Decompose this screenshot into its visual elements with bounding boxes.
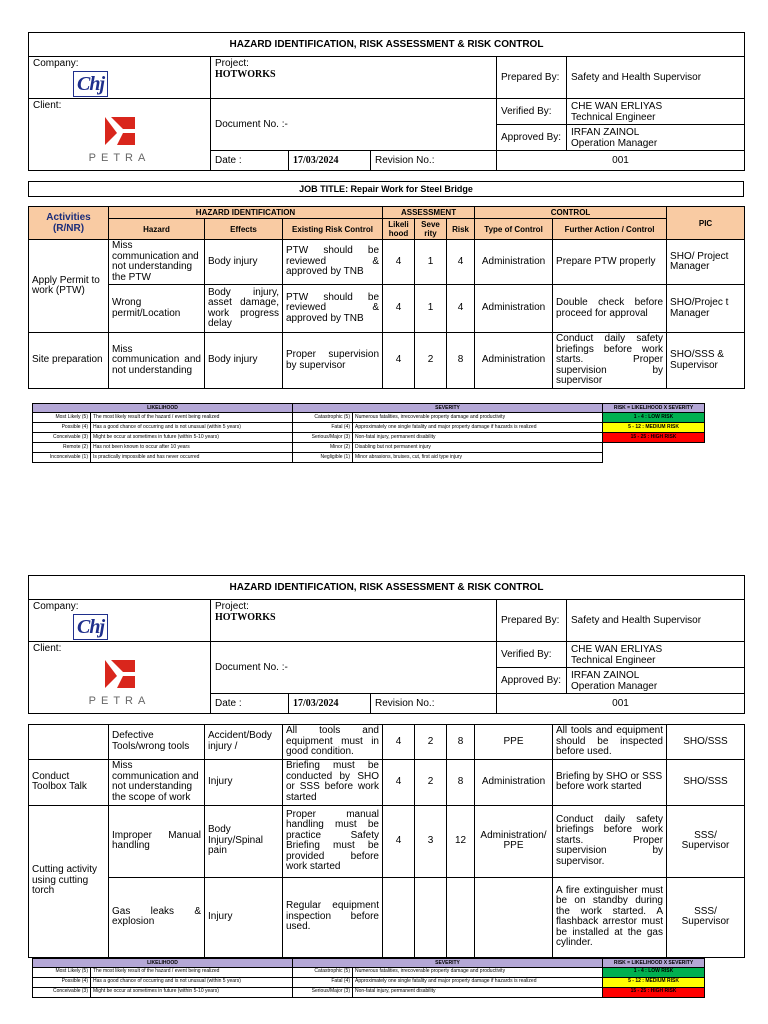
header-likelihood: Likeli hood [383,219,415,240]
existing-control-cell: PTW should be reviewed & approved by TNB [283,285,383,333]
likelihood-level: Conceivable (3) [33,433,91,443]
likelihood-desc: The most likely result of the hazard / event being realized [91,967,293,977]
table-row [29,240,745,285]
severity-level: Fatal (4) [293,977,353,987]
risk-medium-badge: 5 - 12 : MEDIUM RISK [603,423,705,433]
project-cell [211,600,497,642]
prepared-label: Prepared By: [497,57,567,99]
verified-name: CHE WAN ERLIYAS [571,643,663,655]
further-action-cell: Conduct daily safety briefings before work starts. Proper supervision by supervisor [553,333,667,389]
date-label: Date : [211,694,289,714]
severity-desc: Non-fatal injury, permanent disability [353,987,603,997]
page-1 [28,32,744,463]
further-action-cell: Briefing by SHO or SSS before work started [553,759,667,805]
verified-value [567,99,745,125]
risk-cell: 4 [447,285,475,333]
approved-role: Operation Manager [571,137,658,149]
approved-name: IRFAN ZAINOL [571,126,640,138]
legend-risk-header: RISK = LIKELIHOOD X SEVERITY [603,404,705,413]
activity-cell [29,725,109,760]
existing-control-cell: All tools and equipment must in good condition. [283,725,383,760]
prepared-value: Safety and Health Supervisor [567,600,745,642]
further-action-cell: Conduct daily safety briefings before work starts. Proper supervision by supervisor. [553,805,667,877]
date-value: 17/03/2024 [289,694,371,714]
existing-control-cell: Proper supervision by supervisor [283,333,383,389]
severity-desc: Numerous fatalities, irrecoverable property damage and productivity [353,967,603,977]
severity-desc: Minor abrasions, bruises, cut, first aid type injury [353,453,603,463]
likelihood-level: Possible (4) [33,423,91,433]
approved-name: IRFAN ZAINOL [571,669,640,681]
risk-low-badge: 1 - 4 : LOW RISK [603,967,705,977]
page-2 [28,575,744,998]
company-label: Company: [33,58,79,69]
likelihood-desc: Has a good chance of occurring and is not unusual (within 5 years) [91,423,293,433]
client-logo-text: PETRA [88,695,151,707]
header-pic: PIC [667,207,745,240]
date-label: Date : [211,151,289,171]
risk-medium-badge: 5 - 12 : MEDIUM RISK [603,977,705,987]
header-type-of-control: Type of Control [475,219,553,240]
header-activities: Activities (R/NR) [29,207,109,240]
risk-cell: 12 [447,805,475,877]
hazard-cell: Miss communication and not understanding [109,333,205,389]
verified-label: Verified By: [497,99,567,125]
date-value: 17/03/2024 [289,151,371,171]
severity-cell: 3 [415,805,447,877]
table-row [29,759,745,805]
approved-value [567,668,745,694]
severity-cell: 2 [415,725,447,760]
risk-high-badge: 15 - 25 : HIGH RISK [603,987,705,997]
legend-risk-header: RISK = LIKELIHOOD X SEVERITY [603,958,705,967]
likelihood-cell: 4 [383,725,415,760]
type-of-control-cell: Administration [475,333,553,389]
likelihood-level: Possible (4) [33,977,91,987]
likelihood-cell: 4 [383,805,415,877]
revision-label: Revision No.: [371,694,497,714]
risk-cell: 8 [447,725,475,760]
severity-cell: 2 [415,333,447,389]
severity-desc: Disabling but not permanent injury [353,443,603,453]
severity-desc: Non-fatal injury, permanent disability [353,433,603,443]
severity-cell: 1 [415,285,447,333]
table-row [29,285,745,333]
likelihood-cell: 4 [383,285,415,333]
likelihood-desc: Might be occur at sometimes in future (within 5-10 years) [91,433,293,443]
risk-legend-page-2 [32,958,705,998]
verified-role: Technical Engineer [571,654,656,666]
likelihood-level: Most Likely (5) [33,967,91,977]
pic-cell: SHO/ Project Manager [667,240,745,285]
legend-severity-header: SEVERITY [293,958,603,967]
document-title: HAZARD IDENTIFICATION, RISK ASSESSMENT & RISK CONTROL [29,33,745,57]
pic-cell: SHO/SSS [667,759,745,805]
verified-value [567,642,745,668]
approved-label: Approved By: [497,668,567,694]
type-of-control-cell: Administration [475,240,553,285]
risk-cell: 8 [447,759,475,805]
effects-cell: Body injury, asset damage, work progress delay [205,285,283,333]
likelihood-desc: The most likely result of the hazard / event being realized [91,413,293,423]
severity-level: Catastrophic (5) [293,413,353,423]
likelihood-cell: 4 [383,759,415,805]
risk-legend-page-1 [32,403,705,463]
type-of-control-cell: PPE [475,725,553,760]
severity-cell: 1 [415,240,447,285]
severity-level: Negligible (1) [293,453,353,463]
project-label: Project: [215,601,249,612]
likelihood-level: Most Likely (5) [33,413,91,423]
risk-cell [447,877,475,957]
header-existing-control: Existing Risk Control [283,219,383,240]
legend-likelihood-header: LIKELIHOOD [33,958,293,967]
effects-cell: Body injury [205,333,283,389]
approved-label: Approved By: [497,125,567,151]
document-header [28,32,745,171]
hazard-cell: Improper Manual handling [109,805,205,877]
risk-table-page-1 [28,206,745,389]
hazard-cell: Miss communication and not understanding the scope of work [109,759,205,805]
petra-logo-icon [103,658,137,690]
severity-level: Minor (2) [293,443,353,453]
severity-level: Serious/Major (3) [293,433,353,443]
activity-cell: Site preparation [29,333,109,389]
header-effects: Effects [205,219,283,240]
likelihood-level: Conceivable (3) [33,987,91,997]
pic-cell: SSS/ Supervisor [667,805,745,877]
header-assessment: ASSESSMENT [383,207,475,219]
severity-desc: Approximately one single fatality and major property damage if hazards is realized [353,423,603,433]
revision-value: 001 [497,151,745,171]
document-no: Document No. :- [211,99,497,151]
likelihood-desc: Has a good chance of occurring and is not unusual (within 5 years) [91,977,293,987]
likelihood-desc: Is practically impossible and has never occurred [91,453,293,463]
project-value: HOTWORKS [215,69,276,80]
severity-cell: 2 [415,759,447,805]
table-row [29,877,745,957]
petra-logo-icon [103,115,137,147]
client-cell [29,642,211,714]
existing-control-cell: Proper manual handling must be practice Safety Briefing must be provided before work started [283,805,383,877]
likelihood-desc: Has not been known to occur after 10 years [91,443,293,453]
effects-cell: Injury [205,759,283,805]
type-of-control-cell: Administration/ PPE [475,805,553,877]
revision-value: 001 [497,694,745,714]
effects-cell: Accident/Body injury / [205,725,283,760]
prepared-value: Safety and Health Supervisor [567,57,745,99]
likelihood-cell [383,877,415,957]
job-title: JOB TITLE: Repair Work for Steel Bridge [28,181,744,197]
risk-table-page-2 [28,724,745,958]
header-risk: Risk [447,219,475,240]
company-cell [29,600,211,642]
risk-high-badge: 15 - 25 : HIGH RISK [603,433,705,443]
client-label: Client: [33,643,62,654]
company-label: Company: [33,601,79,612]
type-of-control-cell [475,877,553,957]
severity-level: Fatal (4) [293,423,353,433]
header-further-action: Further Action / Control [553,219,667,240]
likelihood-level: Inconceivable (1) [33,453,91,463]
client-label: Client: [33,100,62,111]
further-action-cell: Double check before proceed for approval [553,285,667,333]
existing-control-cell: Briefing must be conducted by SHO or SSS before work started [283,759,383,805]
document-header [28,575,745,714]
header-hazard: Hazard [109,219,205,240]
likelihood-cell: 4 [383,240,415,285]
document-no: Document No. :- [211,642,497,694]
company-cell [29,57,211,99]
activity-cell: Conduct Toolbox Talk [29,759,109,805]
severity-cell [415,877,447,957]
project-cell [211,57,497,99]
pic-cell: SHO/Projec t Manager [667,285,745,333]
table-row [29,333,745,389]
type-of-control-cell: Administration [475,759,553,805]
legend-severity-header: SEVERITY [293,404,603,413]
legend-likelihood-header: LIKELIHOOD [33,404,293,413]
pic-cell: SHO/SSS [667,725,745,760]
likelihood-desc: Might be occur at sometimes in future (within 5-10 years) [91,987,293,997]
activity-cell: Cutting activity using cutting torch [29,805,109,957]
existing-control-cell: PTW should be reviewed & approved by TNB [283,240,383,285]
likelihood-cell: 4 [383,333,415,389]
project-label: Project: [215,58,249,69]
prepared-label: Prepared By: [497,600,567,642]
severity-level: Serious/Major (3) [293,987,353,997]
pic-cell: SHO/SSS & Supervisor [667,333,745,389]
hazard-cell: Wrong permit/Location [109,285,205,333]
activity-cell: Apply Permit to work (PTW) [29,240,109,333]
effects-cell: Body Injury/Spinal pain [205,805,283,877]
company-logo: Chj [73,71,108,97]
verified-label: Verified By: [497,642,567,668]
severity-desc: Approximately one single fatality and major property damage if hazards is realized [353,977,603,987]
hazard-cell: Defective Tools/wrong tools [109,725,205,760]
table-row [29,725,745,760]
client-logo [33,115,206,164]
header-control: CONTROL [475,207,667,219]
pic-cell: SSS/ Supervisor [667,877,745,957]
further-action-cell: Prepare PTW properly [553,240,667,285]
existing-control-cell: Regular equipment inspection before used. [283,877,383,957]
verified-name: CHE WAN ERLIYAS [571,100,663,112]
further-action-cell: A fire extinguisher must be on standby during the work started. A flashback arrestor must be installed at the gas cylinder. [553,877,667,957]
severity-level: Catastrophic (5) [293,967,353,977]
risk-cell: 8 [447,333,475,389]
project-value: HOTWORKS [215,612,276,623]
table-row [29,805,745,877]
risk-low-badge: 1 - 4 : LOW RISK [603,413,705,423]
hazard-cell: Miss communication and not understanding the PTW [109,240,205,285]
client-logo-text: PETRA [88,152,151,164]
hazard-cell: Gas leaks & explosion [109,877,205,957]
verified-role: Technical Engineer [571,111,656,123]
approved-value [567,125,745,151]
type-of-control-cell: Administration [475,285,553,333]
client-cell [29,99,211,171]
risk-cell: 4 [447,240,475,285]
severity-desc: Numerous fatalities, irrecoverable property damage and productivity [353,413,603,423]
further-action-cell: All tools and equipment should be inspected before used. [553,725,667,760]
header-severity: Seve rity [415,219,447,240]
likelihood-level: Remote (2) [33,443,91,453]
effects-cell: Body injury [205,240,283,285]
approved-role: Operation Manager [571,680,658,692]
company-logo: Chj [73,614,108,640]
effects-cell: Injury [205,877,283,957]
document-title: HAZARD IDENTIFICATION, RISK ASSESSMENT & RISK CONTROL [29,576,745,600]
header-hazard-identification: HAZARD IDENTIFICATION [109,207,383,219]
revision-label: Revision No.: [371,151,497,171]
client-logo [33,658,206,707]
